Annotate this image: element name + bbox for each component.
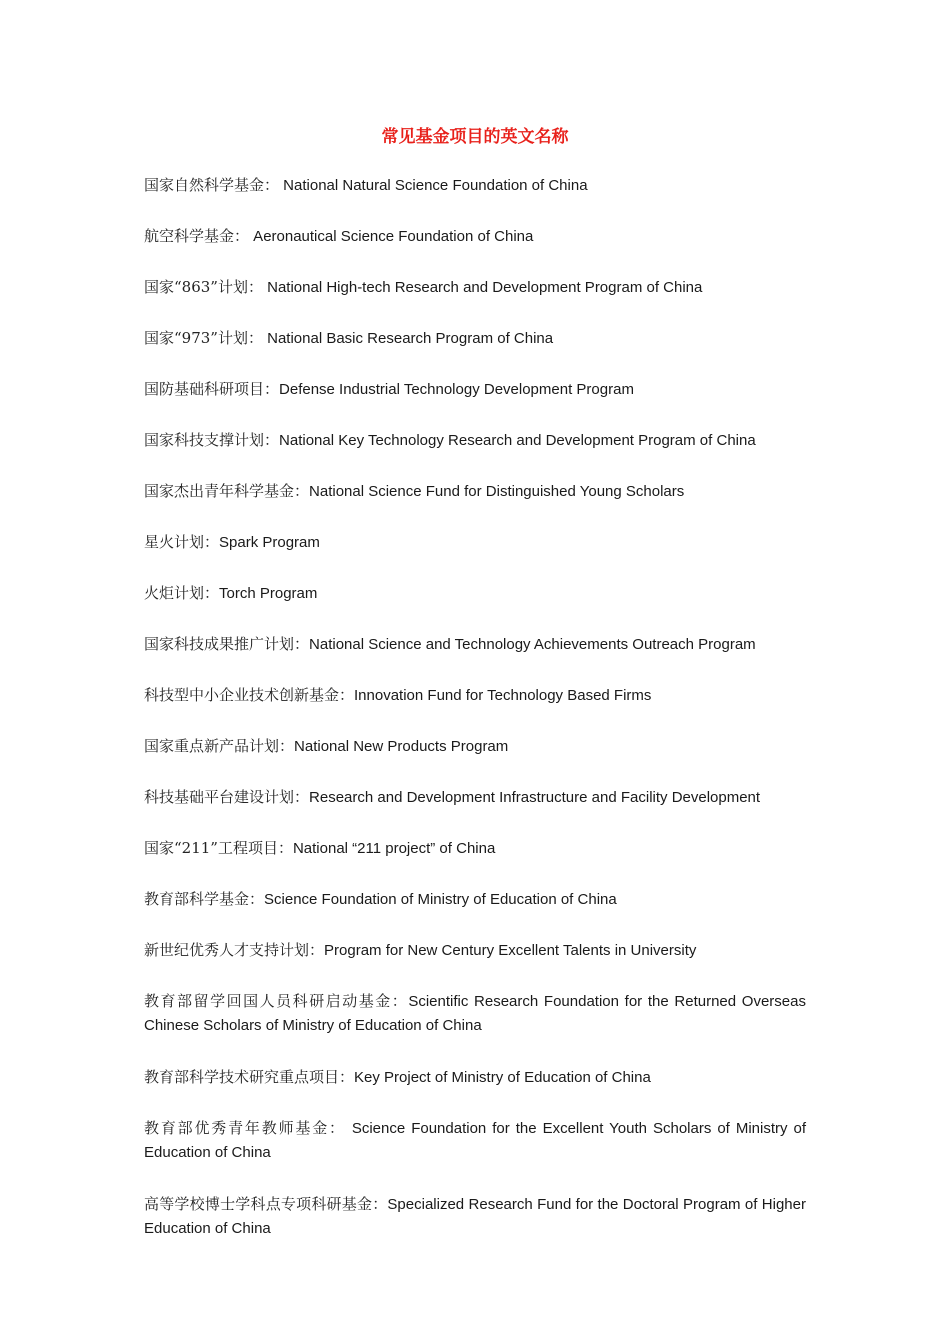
- fund-name-chinese: 国家重点新产品计划：: [144, 737, 295, 755]
- fund-name-english: Spark Program: [219, 534, 320, 551]
- fund-name-english: National “211 project” of China: [292, 840, 496, 857]
- fund-name-chinese: 教育部留学回国人员科研启动基金：: [144, 992, 409, 1010]
- fund-name-chinese: 国家杰出青年科学基金：: [144, 482, 310, 500]
- fund-entry: [144, 887, 806, 912]
- fund-name-english: Program for New Century Excellent Talents in University: [324, 942, 697, 959]
- fund-entry: [144, 377, 806, 402]
- fund-name-chinese: 新世纪优秀人才支持计划：: [144, 941, 325, 959]
- fund-entry: [144, 479, 806, 504]
- fund-name-english: Research and Development Infrastructure and Facility Development: [309, 789, 761, 806]
- fund-name-english: Scientific Research Foundation for the Returned Overseas Chinese Scholars of Ministry of Education of China: [144, 993, 806, 1034]
- fund-name-chinese: 火炬计划：: [144, 584, 220, 602]
- fund-name-english: Science Foundation of Ministry of Education of China: [264, 891, 617, 908]
- fund-name-english: Science Foundation for the Excellent Youth Scholars of Ministry of Education of China: [144, 1120, 806, 1161]
- document-title: 常见基金项目的英文名称: [381, 127, 569, 147]
- fund-name-english: National Science and Technology Achievements Outreach Program: [309, 636, 756, 653]
- fund-name-chinese: 国家自然科学基金：: [144, 176, 280, 194]
- fund-entry: [144, 785, 806, 810]
- fund-name-english: National New Products Program: [294, 738, 509, 755]
- fund-entry: [144, 1116, 806, 1165]
- fund-list: [144, 173, 806, 1268]
- fund-name-english: National Natural Science Foundation of China: [279, 177, 588, 194]
- fund-name-chinese: 教育部优秀青年教师基金：: [144, 1119, 346, 1137]
- fund-name-chinese: 科技基础平台建设计划：: [144, 788, 310, 806]
- fund-name-chinese: 教育部科学技术研究重点项目：: [144, 1068, 355, 1086]
- fund-name-english: Key Project of Ministry of Education of China: [354, 1069, 651, 1086]
- fund-name-chinese: 国家“863”计划：: [144, 278, 263, 296]
- fund-entry: [144, 632, 806, 657]
- fund-entry: [144, 275, 806, 300]
- fund-name-chinese: 航空科学基金：: [144, 227, 250, 245]
- fund-name-english: Innovation Fund for Technology Based Firms: [354, 687, 652, 704]
- fund-entry: [144, 581, 806, 606]
- fund-entry: [144, 224, 806, 249]
- fund-name-english: Specialized Research Fund for the Doctoral Program of Higher Education of China: [144, 1196, 806, 1237]
- fund-name-chinese: 教育部科学基金：: [144, 890, 265, 908]
- fund-name-english: Torch Program: [219, 585, 318, 602]
- fund-entry: [144, 173, 806, 198]
- fund-name-chinese: 国防基础科研项目：: [144, 380, 280, 398]
- fund-entry: [144, 734, 806, 759]
- fund-name-english: National High-tech Research and Development Program of China: [262, 279, 703, 296]
- fund-name-chinese: 国家“973”计划：: [144, 329, 263, 347]
- fund-entry: [144, 989, 806, 1038]
- fund-entry: [144, 938, 806, 963]
- fund-name-english: National Key Technology Research and Development Program of China: [279, 432, 756, 449]
- fund-name-english: Aeronautical Science Foundation of China: [249, 228, 534, 245]
- fund-entry: [144, 428, 806, 453]
- fund-entry: [144, 1192, 806, 1241]
- fund-name-chinese: 科技型中小企业技术创新基金：: [144, 686, 355, 704]
- fund-name-chinese: 国家科技成果推广计划：: [144, 635, 310, 653]
- fund-name-english: Defense Industrial Technology Development Program: [279, 381, 634, 398]
- fund-name-english: National Basic Research Program of China: [262, 330, 554, 347]
- fund-entry: [144, 1065, 806, 1090]
- fund-entry: [144, 326, 806, 351]
- fund-entry: [144, 836, 806, 861]
- fund-entry: [144, 530, 806, 555]
- fund-name-chinese: 高等学校博士学科点专项科研基金：: [144, 1195, 388, 1213]
- fund-name-chinese: 星火计划：: [144, 533, 220, 551]
- fund-name-english: National Science Fund for Distinguished Young Scholars: [309, 483, 685, 500]
- fund-entry: [144, 683, 806, 708]
- fund-name-chinese: 国家科技支撑计划：: [144, 431, 280, 449]
- fund-name-chinese: 国家“211”工程项目：: [144, 839, 293, 857]
